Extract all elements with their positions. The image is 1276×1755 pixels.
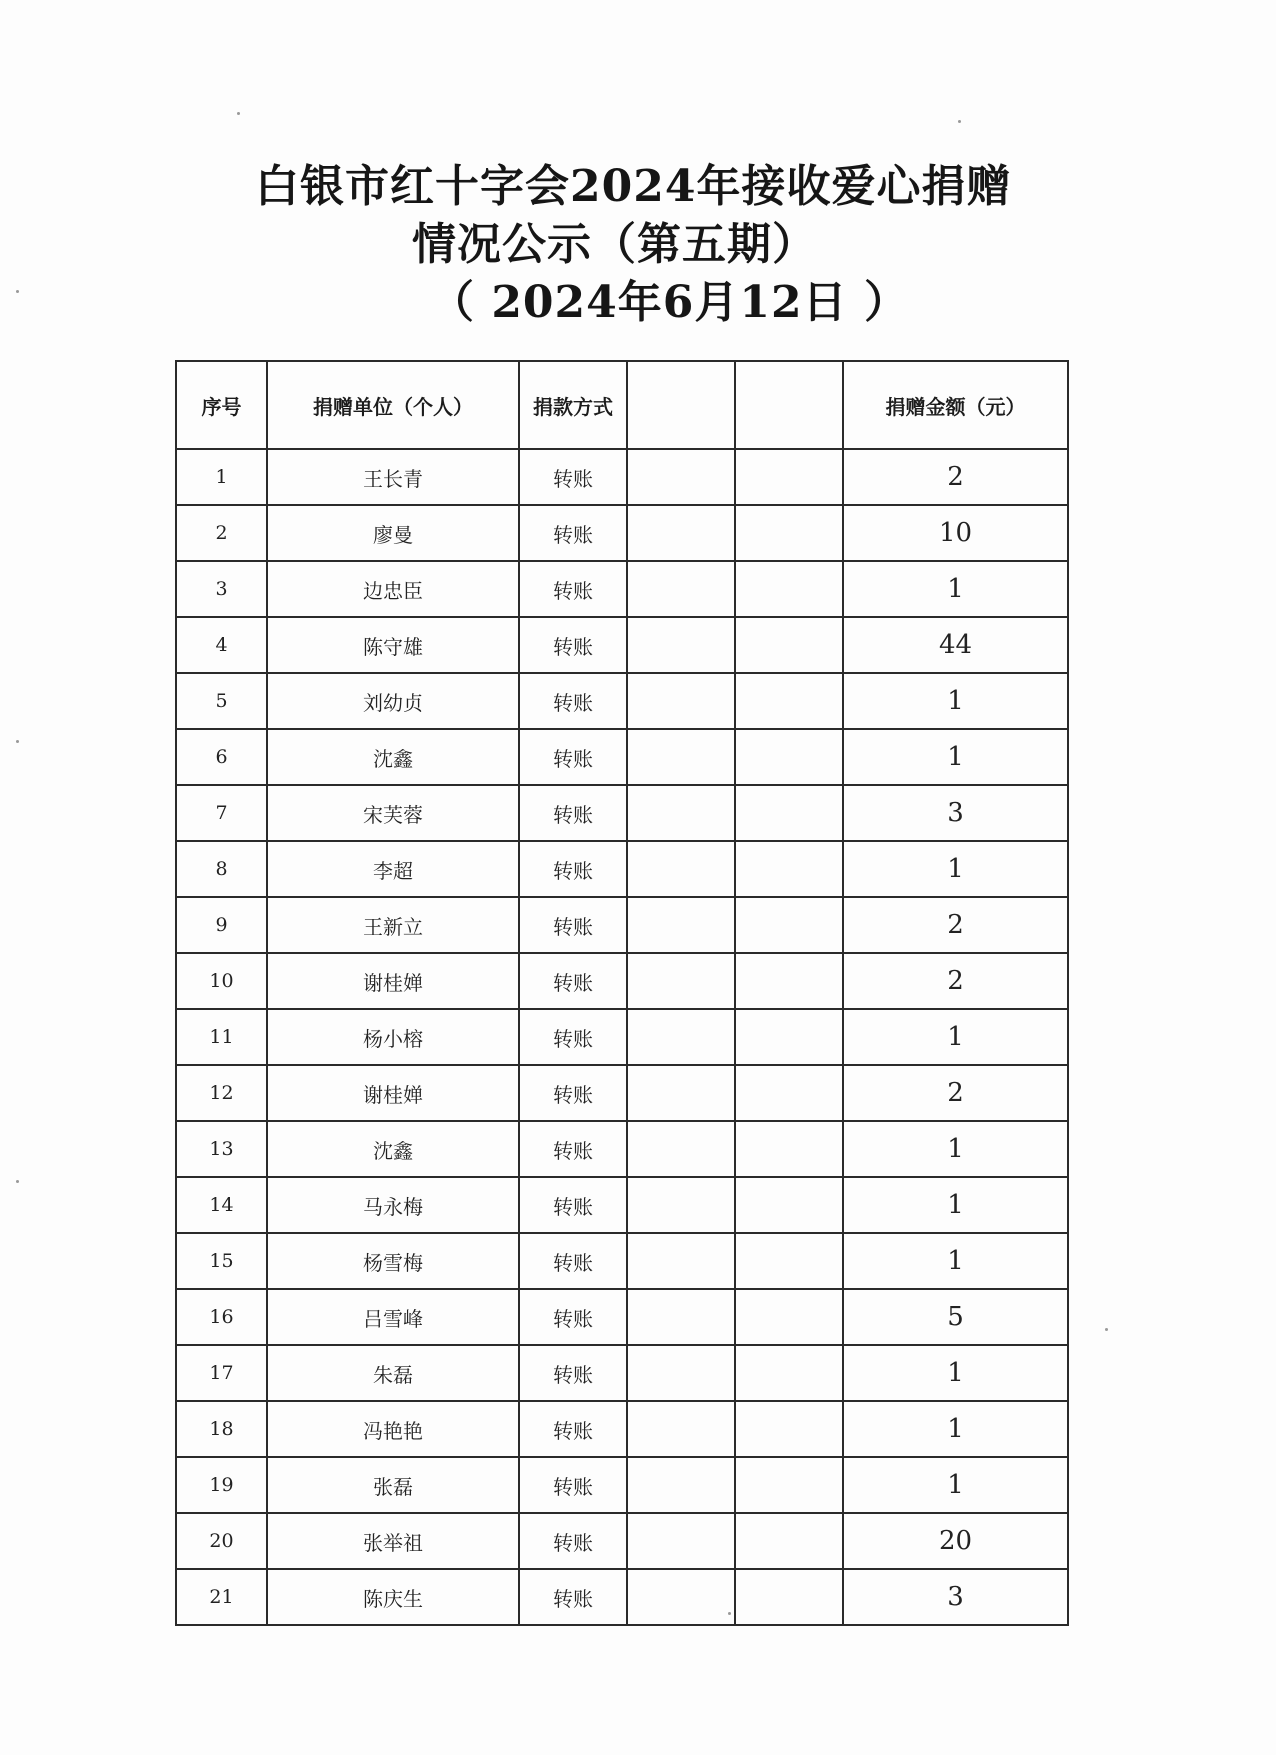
- cell-index: 6: [176, 729, 267, 785]
- cell-amount: 1: [843, 1345, 1068, 1401]
- cell-blank: [627, 1569, 735, 1625]
- cell-blank: [735, 449, 843, 505]
- cell-blank: [627, 1065, 735, 1121]
- cell-amount: 1: [843, 1233, 1068, 1289]
- title-line-2: 情况公示（第五期）: [412, 219, 817, 270]
- cell-method: 转账: [519, 673, 627, 729]
- cell-blank: [735, 1177, 843, 1233]
- cell-index: 20: [176, 1513, 267, 1569]
- table-row: [176, 1177, 1068, 1233]
- table-row: [176, 841, 1068, 897]
- cell-blank: [735, 1345, 843, 1401]
- cell-blank: [627, 1009, 735, 1065]
- cell-method: 转账: [519, 1401, 627, 1457]
- cell-donor: 张磊: [267, 1457, 519, 1513]
- table-row: [176, 1513, 1068, 1569]
- cell-amount: 2: [843, 1065, 1068, 1121]
- scan-speck: [237, 112, 240, 115]
- cell-blank: [735, 561, 843, 617]
- cell-method: 转账: [519, 617, 627, 673]
- table-row: [176, 1345, 1068, 1401]
- cell-amount: 3: [843, 785, 1068, 841]
- cell-method: 转账: [519, 729, 627, 785]
- cell-donor: 廖曼: [267, 505, 519, 561]
- cell-method: 转账: [519, 1065, 627, 1121]
- table-row: [176, 1457, 1068, 1513]
- cell-amount: 1: [843, 673, 1068, 729]
- cell-blank: [627, 897, 735, 953]
- table-row: [176, 1009, 1068, 1065]
- header-index: 序号: [176, 361, 267, 449]
- scan-speck: [16, 740, 19, 743]
- cell-method: 转账: [519, 1513, 627, 1569]
- scan-speck: [16, 290, 19, 293]
- cell-index: 13: [176, 1121, 267, 1177]
- cell-donor: 刘幼贞: [267, 673, 519, 729]
- table-row: [176, 953, 1068, 1009]
- table-row: [176, 673, 1068, 729]
- header-amount: 捐赠金额（元）: [843, 361, 1068, 449]
- cell-index: 4: [176, 617, 267, 673]
- table-row: [176, 561, 1068, 617]
- table-row: [176, 897, 1068, 953]
- cell-donor: 谢桂婵: [267, 1065, 519, 1121]
- scan-speck: [958, 120, 961, 123]
- cell-blank: [627, 1401, 735, 1457]
- table-row: [176, 729, 1068, 785]
- cell-method: 转账: [519, 561, 627, 617]
- cell-amount: 5: [843, 1289, 1068, 1345]
- cell-blank: [735, 841, 843, 897]
- cell-method: 转账: [519, 841, 627, 897]
- table-row: [176, 1401, 1068, 1457]
- cell-blank: [735, 617, 843, 673]
- cell-amount: 10: [843, 505, 1068, 561]
- cell-index: 8: [176, 841, 267, 897]
- cell-donor: 吕雪峰: [267, 1289, 519, 1345]
- cell-method: 转账: [519, 1569, 627, 1625]
- cell-amount: 2: [843, 897, 1068, 953]
- cell-method: 转账: [519, 1009, 627, 1065]
- cell-method: 转账: [519, 785, 627, 841]
- cell-index: 12: [176, 1065, 267, 1121]
- cell-index: 5: [176, 673, 267, 729]
- cell-amount: 1: [843, 1457, 1068, 1513]
- cell-blank: [627, 1457, 735, 1513]
- cell-amount: 1: [843, 1009, 1068, 1065]
- header-donor: 捐赠单位（个人）: [267, 361, 519, 449]
- table-row: [176, 1121, 1068, 1177]
- cell-blank: [735, 897, 843, 953]
- cell-blank: [627, 1289, 735, 1345]
- cell-amount: 1: [843, 729, 1068, 785]
- cell-method: 转账: [519, 449, 627, 505]
- cell-method: 转账: [519, 1345, 627, 1401]
- cell-blank: [627, 505, 735, 561]
- table-row: [176, 1233, 1068, 1289]
- cell-donor: 宋芙蓉: [267, 785, 519, 841]
- table-row: [176, 1065, 1068, 1121]
- cell-amount: 1: [843, 1121, 1068, 1177]
- cell-index: 15: [176, 1233, 267, 1289]
- cell-blank: [627, 1345, 735, 1401]
- cell-donor: 马永梅: [267, 1177, 519, 1233]
- cell-blank: [627, 449, 735, 505]
- cell-donor: 边忠臣: [267, 561, 519, 617]
- cell-method: 转账: [519, 953, 627, 1009]
- donation-table: [175, 360, 1069, 1626]
- scan-speck: [1105, 1328, 1108, 1331]
- cell-donor: 王新立: [267, 897, 519, 953]
- table-row: [176, 1289, 1068, 1345]
- cell-donor: 李超: [267, 841, 519, 897]
- cell-donor: 陈庆生: [267, 1569, 519, 1625]
- header-method: 捐款方式: [519, 361, 627, 449]
- cell-index: 10: [176, 953, 267, 1009]
- cell-blank: [627, 785, 735, 841]
- cell-blank: [627, 953, 735, 1009]
- cell-blank: [627, 673, 735, 729]
- cell-donor: 朱磊: [267, 1345, 519, 1401]
- cell-donor: 沈鑫: [267, 1121, 519, 1177]
- cell-blank: [735, 1513, 843, 1569]
- cell-method: 转账: [519, 1121, 627, 1177]
- table-header-row: [176, 361, 1068, 449]
- cell-index: 21: [176, 1569, 267, 1625]
- cell-blank: [735, 673, 843, 729]
- cell-amount: 1: [843, 561, 1068, 617]
- table-row: [176, 449, 1068, 505]
- cell-blank: [735, 729, 843, 785]
- header-blank-2: [735, 361, 843, 449]
- cell-amount: 44: [843, 617, 1068, 673]
- cell-donor: 王长青: [267, 449, 519, 505]
- cell-blank: [627, 1513, 735, 1569]
- cell-blank: [627, 841, 735, 897]
- cell-blank: [735, 1569, 843, 1625]
- cell-blank: [735, 505, 843, 561]
- cell-index: 9: [176, 897, 267, 953]
- table-row: [176, 617, 1068, 673]
- cell-method: 转账: [519, 1233, 627, 1289]
- title-line-1: 白银市红十字会2024年接收爱心捐赠: [255, 161, 1012, 212]
- cell-amount: 1: [843, 1177, 1068, 1233]
- cell-blank: [627, 1121, 735, 1177]
- cell-blank: [735, 1121, 843, 1177]
- cell-index: 16: [176, 1289, 267, 1345]
- cell-blank: [735, 953, 843, 1009]
- cell-donor: 杨雪梅: [267, 1233, 519, 1289]
- cell-method: 转账: [519, 897, 627, 953]
- cell-amount: 1: [843, 1401, 1068, 1457]
- cell-method: 转账: [519, 505, 627, 561]
- cell-blank: [735, 1065, 843, 1121]
- cell-donor: 冯艳艳: [267, 1401, 519, 1457]
- cell-method: 转账: [519, 1177, 627, 1233]
- table-body: [176, 449, 1068, 1625]
- cell-donor: 杨小榕: [267, 1009, 519, 1065]
- cell-blank: [627, 729, 735, 785]
- cell-blank: [735, 1289, 843, 1345]
- cell-amount: 1: [843, 841, 1068, 897]
- cell-blank: [735, 785, 843, 841]
- cell-donor: 沈鑫: [267, 729, 519, 785]
- cell-blank: [627, 1177, 735, 1233]
- title-line-3: （ 2024年6月12日 ）: [430, 277, 909, 328]
- cell-blank: [735, 1457, 843, 1513]
- cell-blank: [627, 1233, 735, 1289]
- scan-speck: [16, 1180, 19, 1183]
- cell-index: 17: [176, 1345, 267, 1401]
- table-row: [176, 785, 1068, 841]
- cell-blank: [627, 617, 735, 673]
- cell-index: 18: [176, 1401, 267, 1457]
- cell-amount: 3: [843, 1569, 1068, 1625]
- cell-index: 2: [176, 505, 267, 561]
- cell-method: 转账: [519, 1289, 627, 1345]
- cell-amount: 2: [843, 953, 1068, 1009]
- cell-index: 11: [176, 1009, 267, 1065]
- table-row: [176, 1569, 1068, 1625]
- cell-donor: 张举祖: [267, 1513, 519, 1569]
- cell-blank: [735, 1233, 843, 1289]
- cell-method: 转账: [519, 1457, 627, 1513]
- cell-amount: 20: [843, 1513, 1068, 1569]
- cell-blank: [627, 561, 735, 617]
- cell-blank: [735, 1401, 843, 1457]
- cell-index: 19: [176, 1457, 267, 1513]
- cell-donor: 陈守雄: [267, 617, 519, 673]
- cell-index: 3: [176, 561, 267, 617]
- cell-amount: 2: [843, 449, 1068, 505]
- cell-index: 7: [176, 785, 267, 841]
- table-row: [176, 505, 1068, 561]
- cell-donor: 谢桂婵: [267, 953, 519, 1009]
- header-blank-1: [627, 361, 735, 449]
- cell-index: 14: [176, 1177, 267, 1233]
- cell-blank: [735, 1009, 843, 1065]
- scan-speck: [728, 1612, 731, 1615]
- cell-index: 1: [176, 449, 267, 505]
